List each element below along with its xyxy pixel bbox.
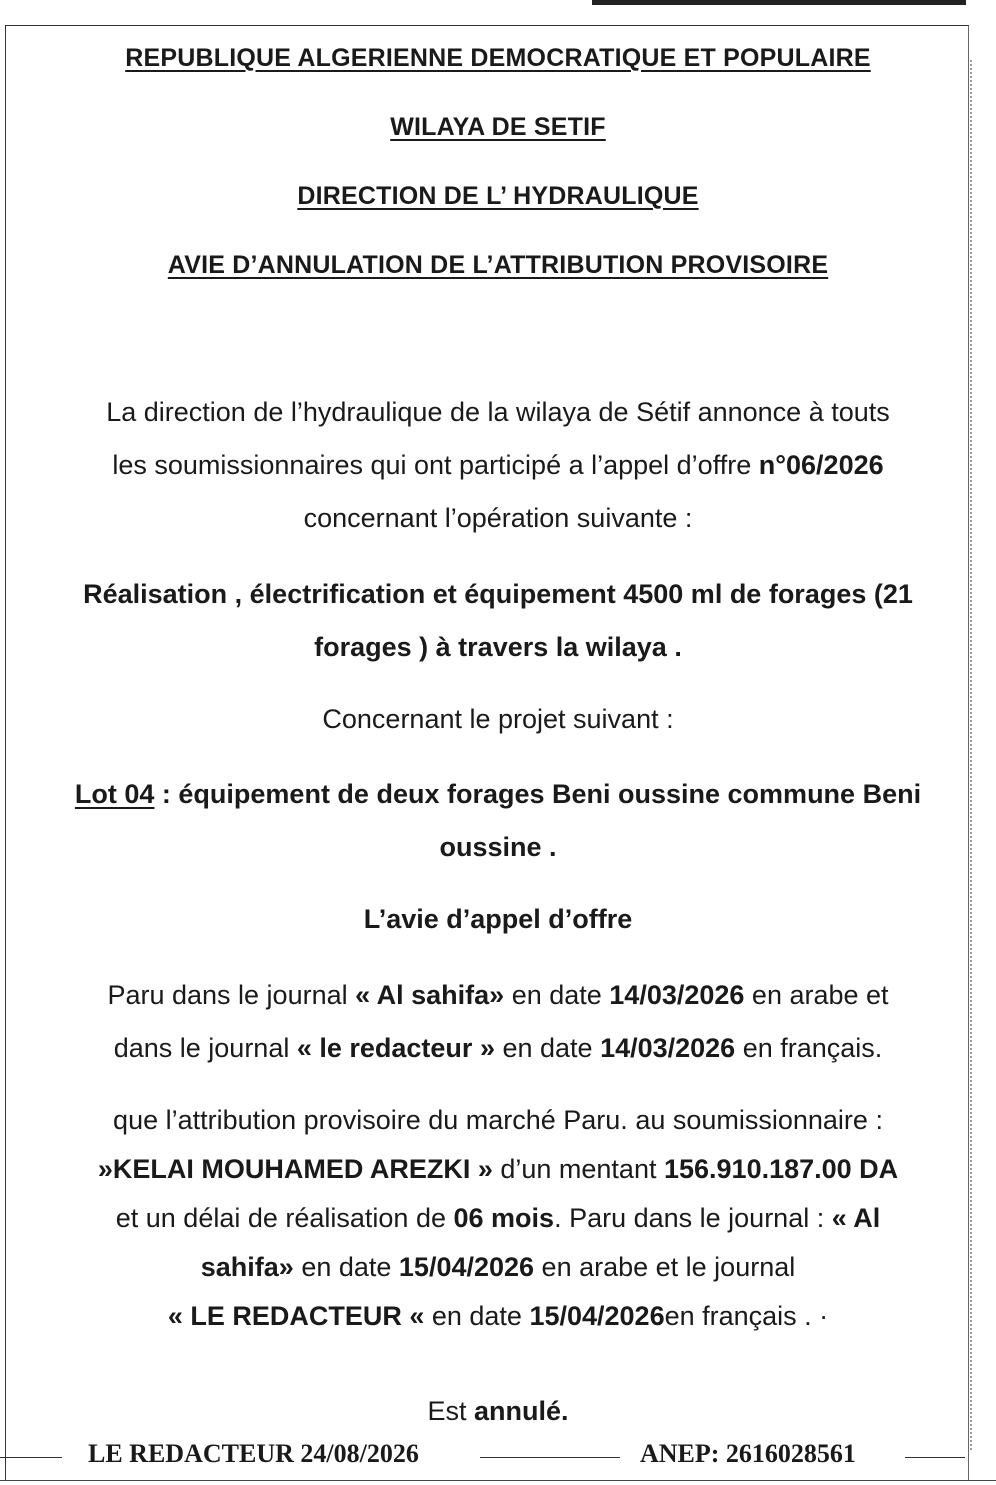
soumissionnaire-name: »KELAI MOUHAMED AREZKI » <box>97 1154 493 1184</box>
attribution-line-2: »KELAI MOUHAMED AREZKI » d’un mentant 156.910.187.00 DA <box>97 1154 899 1184</box>
attribution-paragraph <box>0 1096 996 1341</box>
attribution-line-4: sahifa» en date 15/04/2026 en arabe et le journal <box>200 1252 796 1282</box>
footer-rule-right <box>905 1457 965 1458</box>
montant: 156.910.187.00 DA <box>663 1154 899 1184</box>
attribution-line-5: « LE REDACTEUR « en date 15/04/2026en français . · <box>167 1301 829 1331</box>
attribution-line-3: et un délai de réalisation de 06 mois. Paru dans le journal : « Al <box>115 1203 881 1233</box>
parution-line-1: Paru dans le journal « Al sahifa» en date 14/03/2026 en arabe et <box>107 980 889 1010</box>
footer-redacteur-date: LE REDACTEUR 24/08/2026 <box>88 1439 419 1468</box>
projet-intro: Concernant le projet suivant : <box>322 704 674 734</box>
header-avis-title: AVIE D’ANNULATION DE L’ATTRIBUTION PROVISOIRE <box>167 251 829 279</box>
header-wilaya: WILAYA DE SETIF <box>390 113 606 141</box>
operation-line-2: forages ) à travers la wilaya . <box>314 632 682 662</box>
intro-line-3: concernant l’opération suivante : <box>303 503 693 533</box>
closing-statement: Est annulé. <box>427 1396 569 1426</box>
intro-paragraph <box>0 386 996 545</box>
footer-anep: ANEP: 2616028561 <box>640 1439 856 1468</box>
intro-line-2: les soumissionnaires qui ont participé a l’appel d’offre n°06/2026 <box>112 450 884 480</box>
bottom-rule <box>0 1480 996 1481</box>
top-border-bar <box>592 0 966 5</box>
parution-paragraph <box>0 969 996 1075</box>
attribution-line-1: que l’attribution provisoire du marché Paru. au soumissionnaire : <box>113 1105 883 1135</box>
footer <box>0 1437 996 1477</box>
lot-label: Lot 04 <box>74 779 155 809</box>
appel-offre-number: n°06/2026 <box>758 450 884 480</box>
lot-line-2: oussine . <box>439 832 557 862</box>
footer-rule-middle <box>480 1457 620 1458</box>
avis-appel-title: L’avie d’appel d’offre <box>363 904 633 934</box>
header-republique: REPUBLIQUE ALGERIENNE DEMOCRATIQUE ET POPULAIRE <box>125 44 871 72</box>
parution-line-2: dans le journal « le redacteur » en date 14/03/2026 en français. <box>113 1033 883 1063</box>
lot-line-1: Lot 04 : équipement de deux forages Beni oussine commune Beni <box>74 779 922 809</box>
footer-rule-left <box>0 1457 62 1458</box>
header-direction: DIRECTION DE L’ HYDRAULIQUE <box>297 182 699 210</box>
lot-paragraph <box>0 768 996 874</box>
intro-line-1: La direction de l’hydraulique de la wilaya de Sétif annonce à touts <box>106 397 890 427</box>
operation-paragraph <box>0 568 996 674</box>
operation-line-1: Réalisation , électrification et équipement 4500 ml de forages (21 <box>83 579 913 609</box>
